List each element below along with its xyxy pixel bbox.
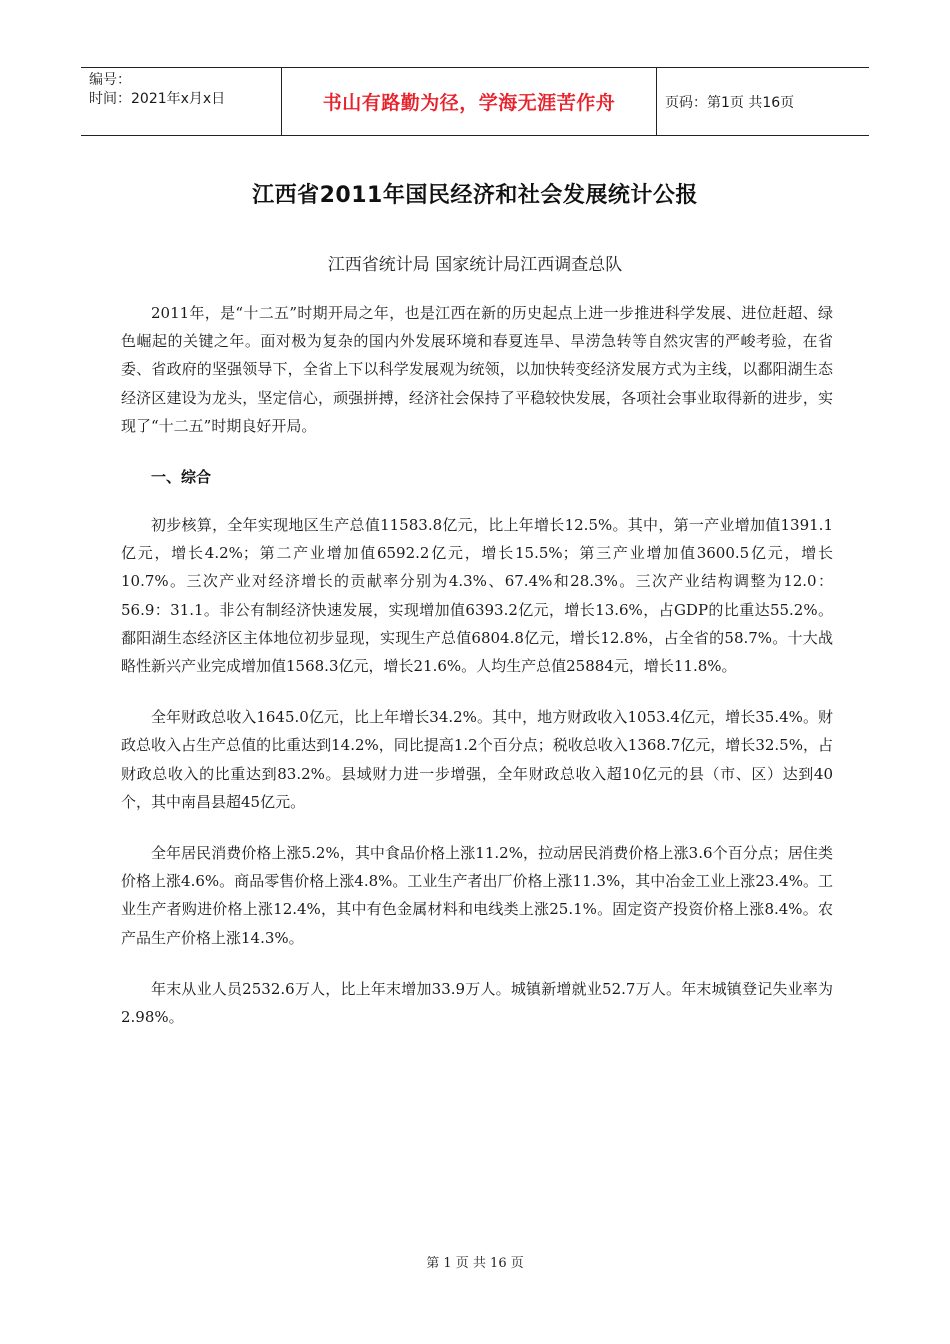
body-paragraph: 全年财政总收入1645.0亿元，比上年增长34.2%。其中，地方财政收入1053.4亿元，增长35.4%。财政总收入占生产总值的比重达到14.2%，同比提高1.2个百分点；税收总收入1368.7亿元，增长32.5%，占财政总收入的比重达到83.2%。县域财力进一步增强，全年财政总收入超10亿元的县（市、区）达到40个，其中南昌县超45亿元。 (121, 708, 833, 811)
body-paragraph: 初步核算，全年实现地区生产总值11583.8亿元，比上年增长12.5%。其中，第一产业增加值1391.1亿元，增长4.2%；第二产业增加值6592.2亿元，增长15.5%；第三产业增加值3600.5亿元，增长10.7%。三次产业对经济增长的贡献率分别为4.3%、67.4%和28.3%。三次产业结构调整为12.0：56.9：31.1。非公有制经济快速发展，实现增加值6393.2亿元，增长13.6%，占GDP的比重达55.2%。鄱阳湖生态经济区主体地位初步显现，实现生产总值6804.8亿元，增长12.8%，占全省的58.7%。十大战略性新兴产业完成增加值1568.3亿元，增长21.6%。人均生产总值25884元，增长11.8%。 (121, 516, 833, 676)
header-meta-cell (81, 68, 281, 135)
document-title: 江西省2011年国民经济和社会发展统计公报 (252, 183, 698, 208)
document-header (81, 67, 869, 136)
intro-paragraph: 2011年，是“十二五”时期开局之年，也是江西在新的历史起点上进一步推进科学发展、进位赶超、绿色崛起的关键之年。面对极为复杂的国内外发展环境和春夏连旱、旱涝急转等自然灾害的严峻考验，在省委、省政府的坚强领导下，全省上下以科学发展观为统领，以加快转变经济发展方式为主线，以鄱阳湖生态经济区建设为龙头，坚定信心，顽强拼搏，经济社会保持了平稳较快发展，各项社会事业取得新的进步，实现了“十二五”时期良好开局。 (121, 304, 833, 435)
number-label: 编号： (89, 72, 131, 88)
page-footer: 第 1 页 共 16 页 (426, 1256, 524, 1271)
body-paragraph: 年末从业人员2532.6万人，比上年末增加33.9万人。城镇新增就业52.7万人。年末城镇登记失业率为2.98%。 (121, 979, 833, 1027)
header-motto: 书山有路勤为径，学海无涯苦作舟 (281, 68, 657, 135)
body-paragraph: 全年居民消费价格上涨5.2%，其中食品价格上涨11.2%，拉动居民消费价格上涨3.6个百分点；居住类价格上涨4.6%。商品零售价格上涨4.8%。工业生产者出厂价格上涨11.3%，其中冶金工业上涨23.4%。工业生产者购进价格上涨12.4%，其中有色金属材料和电线类上涨25.1%。固定资产投资价格上涨8.4%。农产品生产价格上涨14.3%。 (121, 844, 833, 947)
document-body (121, 299, 833, 1054)
time-label: 时间：2021年x月x日 (89, 91, 226, 107)
section-heading: 一、综合 (151, 468, 212, 487)
header-page-info: 页码：第1页 共16页 (665, 94, 795, 111)
document-subtitle: 江西省统计局 国家统计局江西调查总队 (327, 255, 623, 275)
